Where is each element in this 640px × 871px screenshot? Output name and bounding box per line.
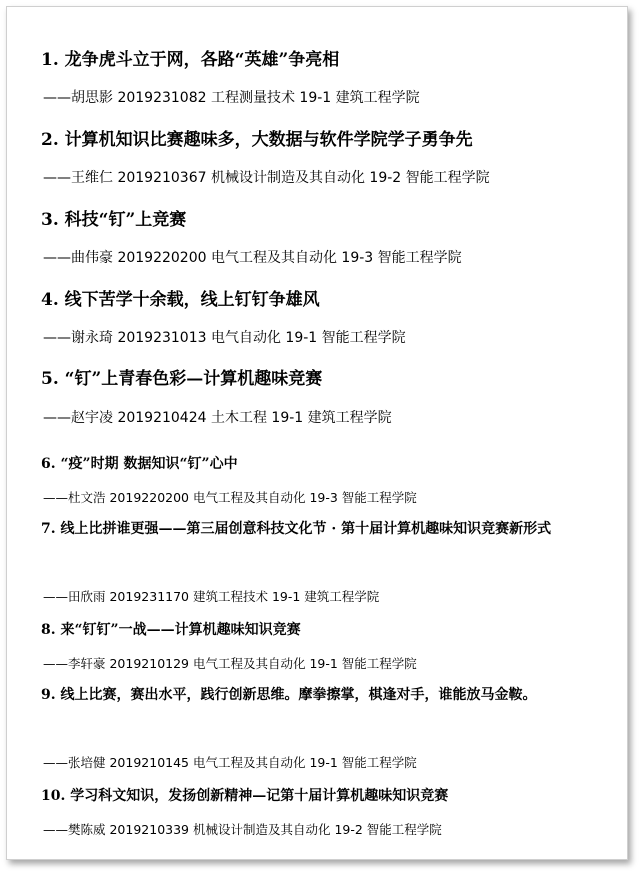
entry-author-2: ——王维仁 2019210367 机械设计制造及其自动化 19-2 智能工程学院 <box>43 170 490 186</box>
entry-author-10: ——樊陈威 2019210339 机械设计制造及其自动化 19-2 智能工程学院 <box>43 822 442 837</box>
entry-title-9: 9. 线上比赛，赛出水平，践行创新思维。摩拳擦掌，棋逢对手，谁能放马金鞍。 <box>41 687 537 703</box>
entry-title-1: 1. 龙争虎斗立于网，各路“英雄”争亮相 <box>41 50 340 70</box>
entry-author-5: ——赵宇凌 2019210424 土木工程 19-1 建筑工程学院 <box>43 410 392 426</box>
entry-title-3: 3. 科技“钉”上竞赛 <box>41 210 187 230</box>
entry-author-9: ——张培健 2019210145 电气工程及其自动化 19-1 智能工程学院 <box>43 755 417 770</box>
document-page <box>6 6 628 860</box>
entry-author-1: ——胡思影 2019231082 工程测量技术 19-1 建筑工程学院 <box>43 90 420 106</box>
entry-author-6: ——杜文浩 2019220200 电气工程及其自动化 19-3 智能工程学院 <box>43 490 417 505</box>
entry-title-4: 4. 线下苦学十余载，线上钉钉争雄风 <box>41 290 320 310</box>
entry-author-7: ——田欣雨 2019231170 建筑工程技术 19-1 建筑工程学院 <box>43 589 380 604</box>
entry-author-3: ——曲伟豪 2019220200 电气工程及其自动化 19-3 智能工程学院 <box>43 250 462 266</box>
entry-author-8: ——李轩豪 2019210129 电气工程及其自动化 19-1 智能工程学院 <box>43 656 417 671</box>
entry-author-4: ——谢永琦 2019231013 电气自动化 19-1 智能工程学院 <box>43 330 406 346</box>
entry-title-5: 5. “钉”上青春色彩—计算机趣味竞赛 <box>41 369 323 389</box>
entry-title-7: 7. 线上比拼谁更强——第三届创意科技文化节 · 第十届计算机趣味知识竞赛新形式 <box>41 521 552 537</box>
entry-title-10: 10. 学习科文知识，发扬创新精神—记第十届计算机趣味知识竞赛 <box>41 788 449 804</box>
entry-title-8: 8. 来“钉钉”一战——计算机趣味知识竞赛 <box>41 622 301 638</box>
entry-title-6: 6. “疫”时期 数据知识“钉”心中 <box>41 456 238 472</box>
entry-title-2: 2. 计算机知识比赛趣味多，大数据与软件学院学子勇争先 <box>41 130 473 150</box>
